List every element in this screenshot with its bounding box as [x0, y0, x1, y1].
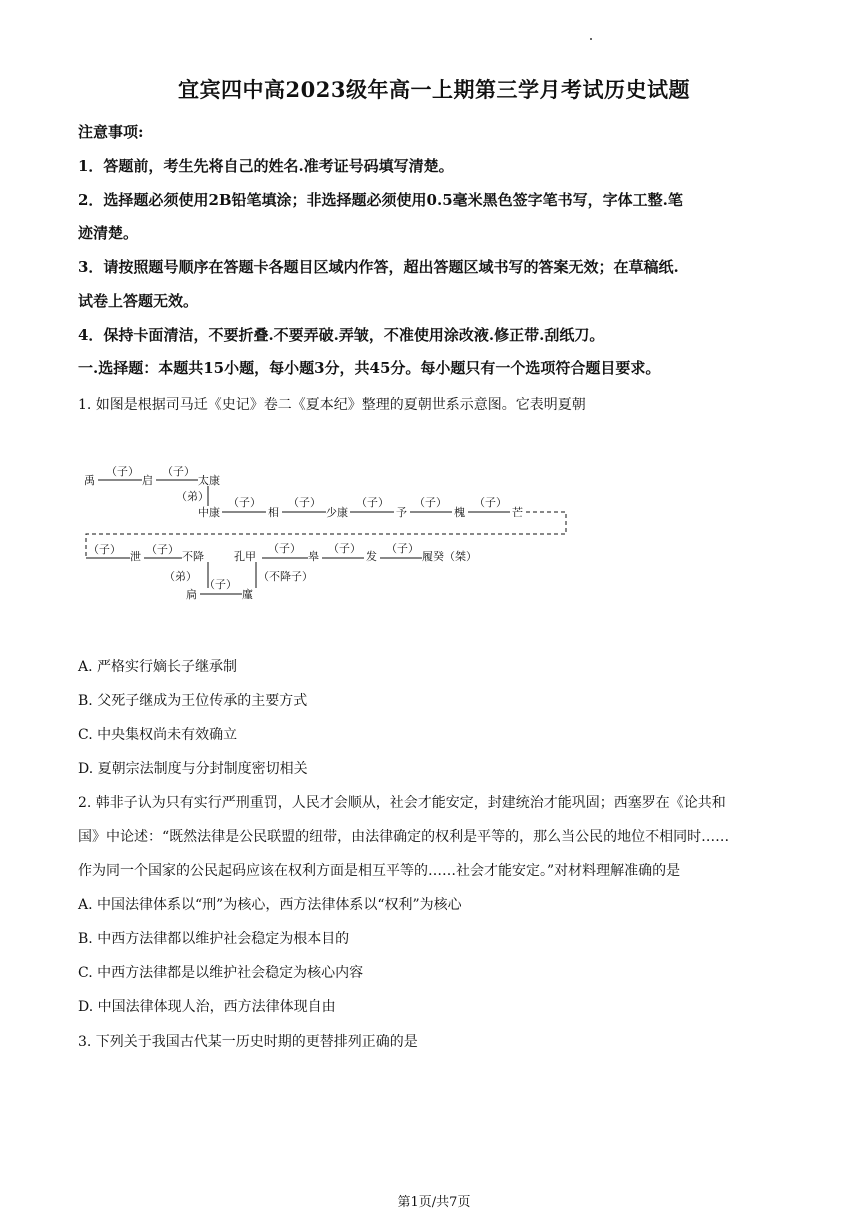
label-son: （子） [88, 543, 121, 556]
label-son: （子） [414, 496, 447, 509]
option-a: A. 中国法律体系以“刑”为核心，西方法律体系以“权利”为核心 [78, 897, 462, 913]
xia-genealogy-diagram [80, 460, 580, 610]
section-heading: 一.选择题：本题共15小题，每小题3分，共45分。每小题只有一个选项符合题目要求。 [78, 359, 661, 377]
label-not-son: （不降子） [258, 570, 313, 583]
option-a: A. 严格实行嫡长子继承制 [78, 659, 238, 675]
node-lvgui: 履癸（桀） [422, 550, 477, 563]
node-xie: 泄 [130, 550, 141, 563]
question-stem: 作为同一个国家的公民起码应该在权利方面是相互平等的……社会才能安定。”对材料理解准确的是 [78, 863, 681, 879]
label-son: （子） [162, 465, 195, 478]
label-brother: （弟） [176, 490, 209, 503]
label-son: （子） [204, 578, 237, 591]
node-zhongkang: 中康 [198, 506, 220, 519]
question-stem: 1. 如图是根据司马迁《史记》卷二《夏本纪》整理的夏朝世系示意图。它表明夏朝 [78, 397, 586, 413]
node-huai: 槐 [454, 506, 465, 519]
label-son: （子） [328, 542, 361, 555]
node-gao: 皋 [308, 550, 319, 563]
node-xiang: 相 [268, 506, 279, 519]
label-son: （子） [386, 542, 419, 555]
label-son: （子） [228, 496, 261, 509]
node-qi: 启 [142, 474, 153, 487]
node-jin: 廑 [242, 588, 253, 601]
label-brother: （弟） [164, 570, 197, 583]
notice-item: 试卷上答题无效。 [78, 292, 199, 310]
option-d: D. 中国法律体现人治，西方法律体现自由 [78, 999, 336, 1015]
option-c: C. 中西方法律都是以维护社会稳定为核心内容 [78, 965, 364, 981]
label-son: （子） [356, 496, 389, 509]
node-fa: 发 [366, 550, 377, 563]
label-son: （子） [474, 496, 507, 509]
notice-item: 迹清楚。 [78, 224, 139, 242]
notice-item: 4．保持卡面清洁，不要折叠.不要弄破.弄皱，不准使用涂改液.修正带.刮纸刀。 [78, 326, 605, 344]
question-stem: 3. 下列关于我国古代某一历史时期的更替排列正确的是 [78, 1034, 418, 1050]
node-bujiang: 不降 [182, 550, 204, 563]
node-taikang: 太康 [198, 474, 220, 487]
node-yu2: 予 [396, 506, 407, 519]
notice-item: 2．选择题必须使用2B铅笔填涂；非选择题必须使用0.5毫米黑色签字笔书写，字体工整.笔 [78, 191, 683, 209]
scan-dot [590, 38, 592, 40]
notice-heading: 注意事项: [78, 123, 144, 141]
node-kongjia: 孔甲 [234, 550, 256, 563]
label-son: （子） [268, 542, 301, 555]
option-b: B. 父死子继成为王位传承的主要方式 [78, 693, 308, 709]
label-son: （子） [288, 496, 321, 509]
node-jiong: 扃 [186, 588, 197, 601]
page-title: 宜宾四中高2023级年高一上期第三学月考试历史试题 [178, 77, 690, 102]
question-stem: 2. 韩非子认为只有实行严刑重罚，人民才会顺从，社会才能安定，封建统治才能巩固；西塞罗在《论共和 [78, 795, 726, 811]
label-son: （子） [146, 543, 179, 556]
option-c: C. 中央集权尚未有效确立 [78, 727, 238, 743]
node-shaokang: 少康 [326, 506, 348, 519]
node-yu: 禹 [84, 474, 95, 487]
notice-item: 1．答题前，考生先将自己的姓名.准考证号码填写清楚。 [78, 157, 454, 175]
option-b: B. 中西方法律都以维护社会稳定为根本目的 [78, 931, 350, 947]
notice-item: 3．请按照题号顺序在答题卡各题目区域内作答，超出答题区域书写的答案无效；在草稿纸. [78, 258, 679, 276]
question-stem: 国》中论述：“既然法律是公民联盟的纽带，由法律确定的权利是平等的，那么当公民的地位不相同时…… [78, 829, 730, 845]
label-son: （子） [106, 465, 139, 478]
node-mang: 芒 [512, 506, 523, 519]
page-number: 第1页/共7页 [397, 1195, 471, 1210]
option-d: D. 夏朝宗法制度与分封制度密切相关 [78, 761, 308, 777]
